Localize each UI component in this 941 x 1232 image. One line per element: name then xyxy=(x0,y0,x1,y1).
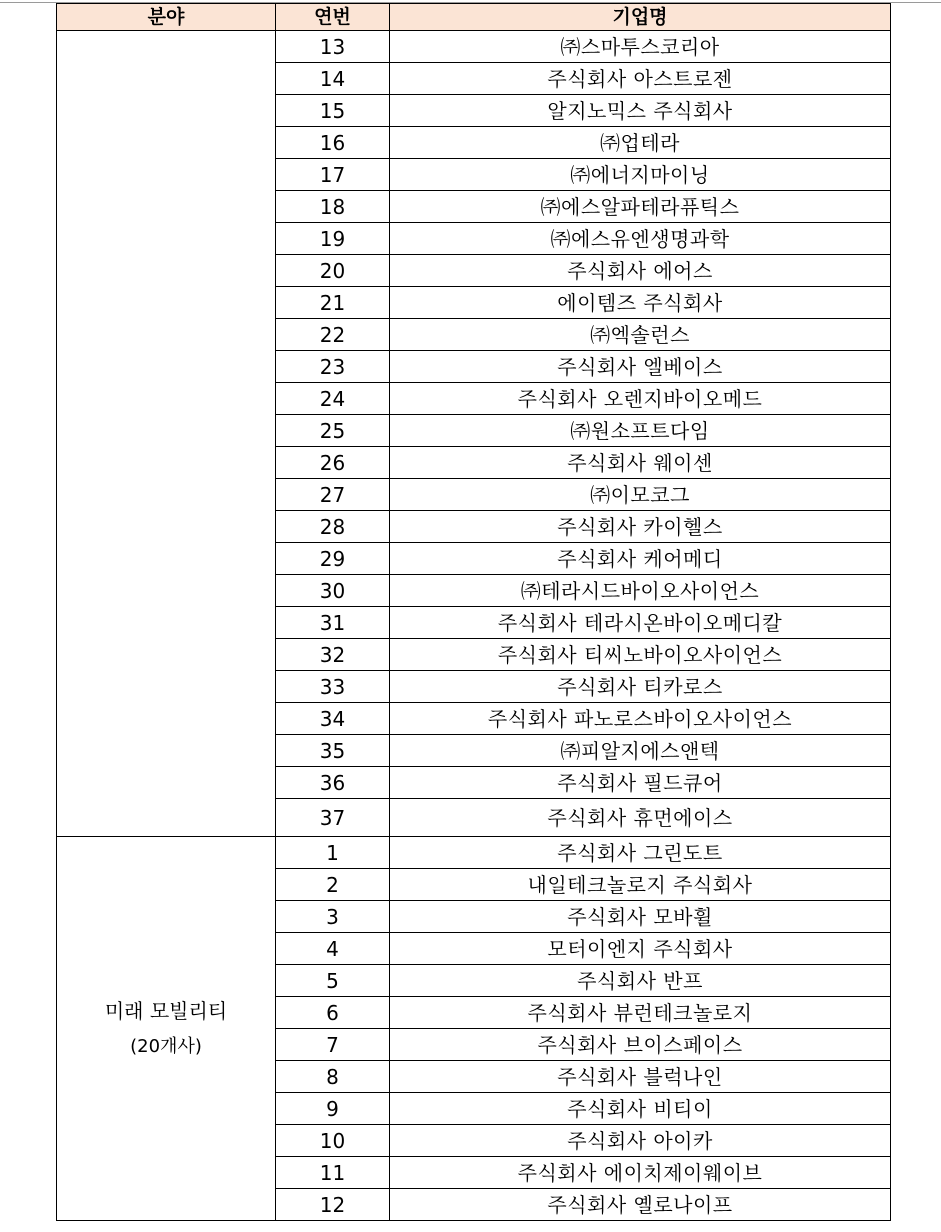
number-cell: 11 xyxy=(276,1157,390,1189)
number-cell: 4 xyxy=(276,933,390,965)
number-cell: 12 xyxy=(276,1189,390,1221)
table-row xyxy=(57,31,891,63)
company-cell: 주식회사 엘베이스 xyxy=(390,351,891,383)
number-cell: 21 xyxy=(276,287,390,319)
company-cell: 주식회사 그린도트 xyxy=(390,837,891,869)
number-cell: 18 xyxy=(276,191,390,223)
number-cell: 6 xyxy=(276,997,390,1029)
company-table xyxy=(56,3,891,1221)
company-cell: 주식회사 비티이 xyxy=(390,1093,891,1125)
company-cell: ㈜테라시드바이오사이언스 xyxy=(390,575,891,607)
number-cell: 3 xyxy=(276,901,390,933)
number-cell: 22 xyxy=(276,319,390,351)
company-cell: 주식회사 블럭나인 xyxy=(390,1061,891,1093)
number-cell: 33 xyxy=(276,671,390,703)
company-cell: 주식회사 뷰런테크놀로지 xyxy=(390,997,891,1029)
company-cell: 내일테크놀로지 주식회사 xyxy=(390,869,891,901)
table-body xyxy=(57,31,891,1221)
company-cell: 모터이엔지 주식회사 xyxy=(390,933,891,965)
company-cell: ㈜스마투스코리아 xyxy=(390,31,891,63)
number-cell: 27 xyxy=(276,479,390,511)
company-cell: ㈜엑솔런스 xyxy=(390,319,891,351)
company-cell: 주식회사 아이카 xyxy=(390,1125,891,1157)
header-field: 분야 xyxy=(57,4,276,31)
number-cell: 30 xyxy=(276,575,390,607)
company-cell: 주식회사 에이치제이웨이브 xyxy=(390,1157,891,1189)
number-cell: 1 xyxy=(276,837,390,869)
company-cell: 주식회사 케어메디 xyxy=(390,543,891,575)
number-cell: 13 xyxy=(276,31,390,63)
company-cell: 주식회사 에어스 xyxy=(390,255,891,287)
company-cell: ㈜에스알파테라퓨틱스 xyxy=(390,191,891,223)
company-cell: 주식회사 휴먼에이스 xyxy=(390,799,891,837)
number-cell: 32 xyxy=(276,639,390,671)
number-cell: 34 xyxy=(276,703,390,735)
company-cell: ㈜이모코그 xyxy=(390,479,891,511)
header-row xyxy=(57,4,891,31)
company-cell: ㈜원소프트다임 xyxy=(390,415,891,447)
field-count: (20개사) xyxy=(130,1035,202,1057)
number-cell: 31 xyxy=(276,607,390,639)
company-cell: ㈜업테라 xyxy=(390,127,891,159)
company-cell: 주식회사 카이헬스 xyxy=(390,511,891,543)
number-cell: 37 xyxy=(276,799,390,837)
number-cell: 20 xyxy=(276,255,390,287)
number-cell: 29 xyxy=(276,543,390,575)
number-cell: 10 xyxy=(276,1125,390,1157)
company-cell: ㈜에너지마이닝 xyxy=(390,159,891,191)
company-cell: 주식회사 아스트로젠 xyxy=(390,63,891,95)
number-cell: 36 xyxy=(276,767,390,799)
company-cell: 주식회사 파노로스바이오사이언스 xyxy=(390,703,891,735)
number-cell: 17 xyxy=(276,159,390,191)
number-cell: 16 xyxy=(276,127,390,159)
number-cell: 15 xyxy=(276,95,390,127)
table-row xyxy=(57,837,891,869)
company-cell: ㈜에스유엔생명과학 xyxy=(390,223,891,255)
table-header xyxy=(57,4,891,31)
company-cell: 주식회사 모바휠 xyxy=(390,901,891,933)
field-cell xyxy=(57,31,276,837)
company-cell: ㈜피알지에스앤텍 xyxy=(390,735,891,767)
number-cell: 25 xyxy=(276,415,390,447)
company-cell: 주식회사 브이스페이스 xyxy=(390,1029,891,1061)
header-company: 기업명 xyxy=(390,4,891,31)
company-cell: 주식회사 테라시온바이오메디칼 xyxy=(390,607,891,639)
company-cell: 주식회사 필드큐어 xyxy=(390,767,891,799)
company-cell: 주식회사 티카로스 xyxy=(390,671,891,703)
number-cell: 2 xyxy=(276,869,390,901)
field-name: 미래 모빌리티 xyxy=(104,998,228,1023)
number-cell: 24 xyxy=(276,383,390,415)
field-cell xyxy=(57,837,276,1221)
company-cell: 주식회사 티씨노바이오사이언스 xyxy=(390,639,891,671)
company-cell: 알지노믹스 주식회사 xyxy=(390,95,891,127)
company-cell: 주식회사 웨이센 xyxy=(390,447,891,479)
number-cell: 8 xyxy=(276,1061,390,1093)
number-cell: 28 xyxy=(276,511,390,543)
number-cell: 9 xyxy=(276,1093,390,1125)
number-cell: 5 xyxy=(276,965,390,997)
number-cell: 7 xyxy=(276,1029,390,1061)
company-cell: 주식회사 옐로나이프 xyxy=(390,1189,891,1221)
company-cell: 주식회사 반프 xyxy=(390,965,891,997)
company-cell: 주식회사 오렌지바이오메드 xyxy=(390,383,891,415)
number-cell: 19 xyxy=(276,223,390,255)
company-cell: 에이템즈 주식회사 xyxy=(390,287,891,319)
number-cell: 35 xyxy=(276,735,390,767)
number-cell: 26 xyxy=(276,447,390,479)
header-number: 연번 xyxy=(276,4,390,31)
number-cell: 14 xyxy=(276,63,390,95)
number-cell: 23 xyxy=(276,351,390,383)
